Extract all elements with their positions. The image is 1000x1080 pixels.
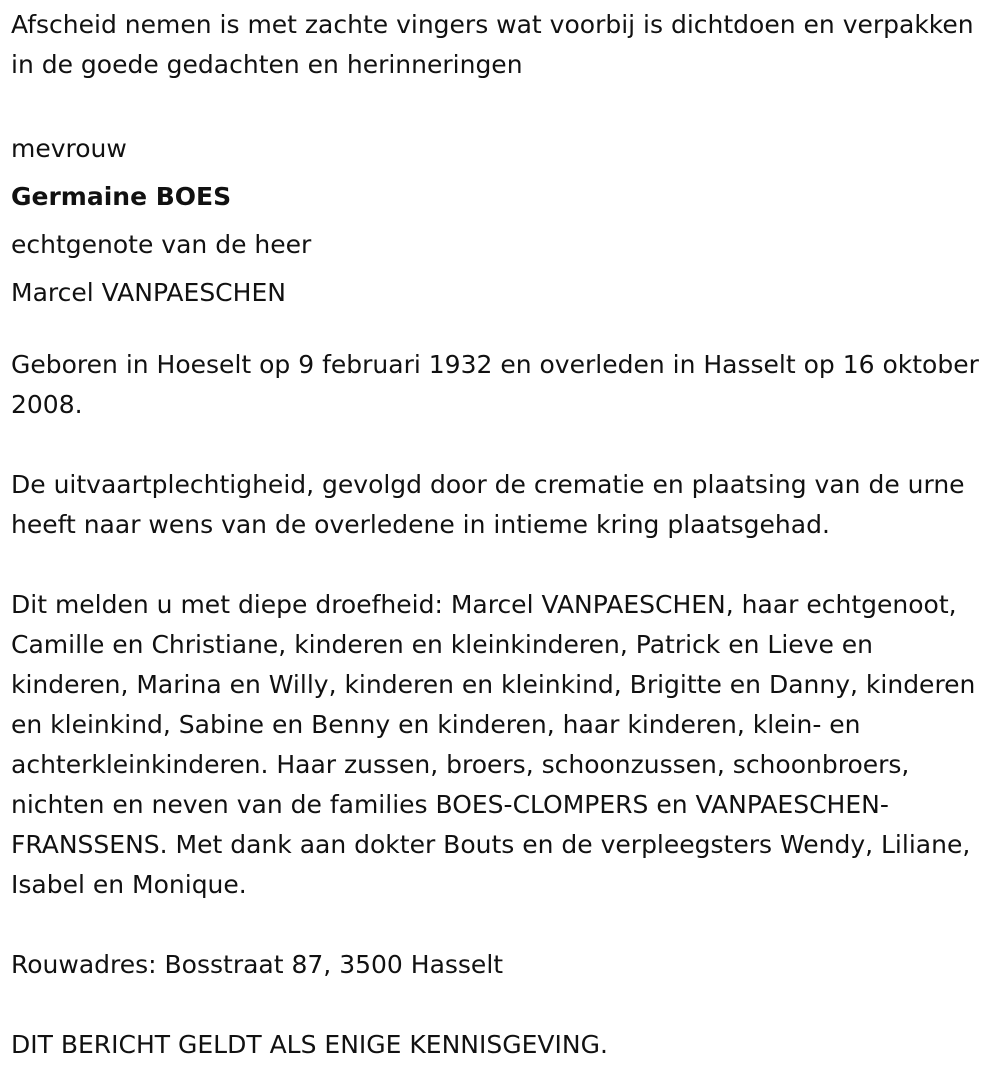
spacer [11,985,980,1025]
deceased-block [11,125,980,317]
spacer [11,905,980,945]
spacer [11,317,980,345]
title-prefix: mevrouw [11,134,127,163]
announcement-text: Dit melden u met diepe droefheid: Marcel VANPAESCHEN, haar echtgenoot, Camille en Christiane, kinderen en kleinkinderen, Patrick en Lieve en kinderen, Marina en Willy, kinderen en kleinkind, Brigitte en Danny, kinderen en kleinkind, Sabine en Benny en kinderen, haar kinderen, klein- en achterkleinkinderen. Haar zussen, broers, schoonzussen, schoonbroers, nichten en neven van de families BOES-CLOMPERS en VANPAESCHEN-FRANSSENS. Met dank aan dokter Bouts en de verpleegsters Wendy, Liliane, Isabel en Monique. [11,590,976,899]
intro-text: Afscheid nemen is met zachte vingers wat voorbij is dichtdoen en verpakken in de goede gedachten en herinneringen [11,10,974,79]
address-text: Rouwadres: Bosstraat 87, 3500 Hasselt [11,950,504,979]
spacer [11,85,980,125]
spacer [11,545,980,585]
notice-text: DIT BERICHT GELDT ALS ENIGE KENNISGEVING. [11,1030,608,1059]
spacer [11,425,980,465]
birth-death-text: Geboren in Hoeselt op 9 februari 1932 en overleden in Hasselt op 16 oktober 2008. [11,350,979,419]
relation-text: echtgenote van de heer [11,230,312,259]
deceased-name: Germaine BOES [11,182,232,211]
ceremony-text: De uitvaartplechtigheid, gevolgd door de crematie en plaatsing van de urne heeft naar wens van de overledene in intieme kring plaatsgehad. [11,470,965,539]
spouse-name: Marcel VANPAESCHEN [11,278,286,307]
